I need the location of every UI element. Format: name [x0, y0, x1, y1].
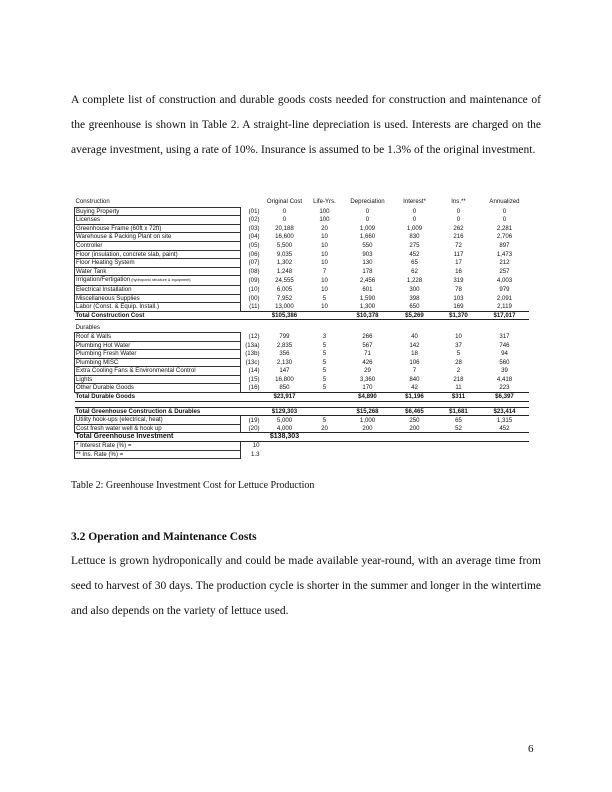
item-code: (09)	[248, 276, 260, 284]
item-name	[75, 350, 241, 359]
total-annualized: $6,397	[481, 393, 529, 402]
spacer	[481, 442, 529, 451]
interest: 40	[411, 332, 418, 340]
table-row	[75, 250, 529, 259]
life-years: 10	[321, 233, 328, 241]
depreciation: 1,009	[359, 224, 376, 232]
total-insurance	[437, 433, 481, 442]
depreciation: 178	[362, 267, 373, 275]
spacer	[241, 393, 263, 402]
annualized: 0	[502, 207, 507, 215]
spacer	[437, 442, 481, 451]
total-depreciation	[343, 433, 393, 442]
item-code: (10)	[248, 285, 260, 293]
rate-row	[75, 450, 529, 459]
depreciation: 1,590	[359, 294, 376, 302]
total-annualized: $23,414	[481, 407, 529, 416]
item-code: (06)	[248, 250, 260, 258]
table-row	[75, 350, 529, 359]
item-name	[75, 367, 241, 376]
item-code: (00)	[248, 294, 260, 302]
item-name	[75, 233, 241, 242]
table-row	[75, 285, 529, 294]
depreciation: 1,660	[359, 233, 376, 241]
item-name-text: Electrical Installation	[76, 285, 132, 293]
spacer	[263, 450, 307, 459]
item-name	[75, 341, 241, 350]
original-cost: 2,835	[276, 341, 293, 349]
original-cost: 20,188	[275, 224, 294, 232]
spacer	[481, 450, 529, 459]
item-name	[75, 424, 241, 433]
total-row	[75, 433, 529, 442]
item-name	[75, 285, 241, 294]
original-cost: 24,555	[275, 276, 294, 284]
rate-label: ** Ins. Rate (%) =	[75, 450, 241, 459]
interest: 200	[409, 424, 420, 432]
item-name	[75, 241, 241, 250]
original-cost: 1,248	[276, 267, 293, 275]
item-name-text: Floor Heating System	[76, 259, 135, 267]
depreciation: 130	[362, 259, 373, 267]
spacer	[343, 442, 393, 451]
header-original-cost: Original Cost	[266, 198, 303, 206]
item-code: (05)	[248, 241, 260, 249]
item-note: (hydroponic structure & equipment)	[130, 278, 191, 283]
item-name-text: Licenses	[76, 216, 101, 224]
table-caption: Table 2: Greenhouse Investment Cost for Lettuce Production	[71, 480, 315, 491]
spacer	[307, 393, 343, 402]
table-row	[75, 424, 529, 433]
item-name	[75, 303, 241, 312]
insurance: 2	[456, 367, 461, 375]
original-cost: 0	[282, 216, 287, 224]
total-cost: $138,303	[263, 433, 307, 442]
rate-value: 10	[252, 442, 260, 450]
total-annualized	[481, 433, 529, 442]
interest: 7	[412, 367, 417, 375]
annualized: 4,418	[496, 375, 513, 383]
item-name	[75, 358, 241, 367]
total-insurance: $311	[437, 393, 481, 402]
item-name-text: Floor (insulation, concrete slab, paint)	[76, 250, 178, 258]
item-name	[75, 259, 241, 268]
annualized: 0	[502, 216, 507, 224]
table-row	[75, 216, 529, 225]
total-depreciation: $10,378	[343, 311, 393, 320]
item-name-text: Other Durable Goods	[76, 384, 134, 392]
rate-row	[75, 442, 529, 451]
original-cost: 4,000	[276, 424, 293, 432]
investment-cost-table	[74, 198, 529, 459]
life-years: 20	[321, 424, 328, 432]
total-depreciation: $15,268	[343, 407, 393, 416]
annualized: 746	[499, 341, 510, 349]
insurance: 72	[455, 241, 462, 249]
total-label: Total Greenhouse Construction & Durables	[75, 407, 241, 416]
annualized: 897	[499, 241, 510, 249]
item-code: (19)	[248, 416, 260, 424]
total-label: Total Construction Cost	[75, 311, 241, 320]
total-depreciation: $4,890	[343, 393, 393, 402]
item-code: (04)	[248, 233, 260, 241]
item-name-text: Plumbing Hot Water	[76, 341, 131, 349]
interest: 106	[409, 358, 420, 366]
item-code: (08)	[248, 267, 260, 275]
life-years: 10	[321, 250, 328, 258]
depreciation: 170	[362, 384, 373, 392]
life-years: 5	[322, 341, 327, 349]
spacer	[241, 407, 263, 416]
header-insurance: Ins.**	[451, 198, 466, 206]
depreciation: 601	[362, 285, 373, 293]
total-annualized: $17,017	[481, 311, 529, 320]
interest: 18	[411, 350, 418, 358]
life-years: 10	[321, 276, 328, 284]
interest: 42	[411, 384, 418, 392]
item-name-text: Irrigation/Fertigation	[76, 276, 131, 284]
original-cost: 0	[282, 207, 287, 215]
interest: 830	[409, 233, 420, 241]
spacer	[393, 450, 437, 459]
section-heading: 3.2 Operation and Maintenance Costs	[71, 531, 257, 543]
life-years: 5	[322, 350, 327, 358]
operations-paragraph: Lettuce is grown hydroponically and could be made available year-round, with an average time from seed to harvest of 30 days. The production cycle is shorter in the summer and longer in the wintertime and also depends on the variety of lettuce used.	[71, 555, 541, 617]
spacer	[241, 198, 263, 207]
insurance: 117	[453, 250, 464, 258]
depreciation: 0	[365, 207, 370, 215]
life-years: 100	[319, 216, 330, 224]
insurance: 28	[455, 358, 462, 366]
insurance: 10	[455, 332, 462, 340]
life-years: 10	[321, 302, 328, 310]
item-name-text: Roof & Walls	[76, 332, 111, 340]
original-cost: 850	[279, 384, 290, 392]
header-depreciation: Depreciation	[350, 198, 385, 206]
insurance: 218	[453, 375, 464, 383]
total-row	[75, 311, 529, 320]
total-interest: $5,269	[393, 311, 437, 320]
insurance: 78	[455, 285, 462, 293]
depreciation: 2,456	[359, 276, 376, 284]
header-construction: Construction	[75, 198, 110, 205]
spacer	[307, 442, 343, 451]
durables-heading	[75, 320, 529, 333]
life-years: 5	[322, 367, 327, 375]
interest: 0	[412, 207, 417, 215]
depreciation: 200	[362, 424, 373, 432]
insurance: 5	[456, 350, 461, 358]
life-years: 5	[322, 375, 327, 383]
item-code: (16)	[248, 384, 260, 392]
table-row	[75, 332, 529, 341]
original-cost: 147	[279, 367, 290, 375]
insurance: 216	[453, 233, 464, 241]
depreciation: 1,000	[359, 416, 376, 424]
item-code: (02)	[248, 216, 260, 224]
table-row	[75, 207, 529, 216]
interest: 1,009	[406, 224, 423, 232]
total-label: Total Durable Goods	[75, 393, 241, 402]
insurance: 37	[455, 341, 462, 349]
life-years: 10	[321, 241, 328, 249]
item-name	[75, 384, 241, 393]
interest: 65	[411, 259, 418, 267]
table-row	[75, 267, 529, 276]
life-years: 7	[322, 267, 327, 275]
annualized: 1,473	[496, 250, 513, 258]
depreciation: 29	[364, 367, 371, 375]
insurance: 0	[456, 207, 461, 215]
item-name	[75, 375, 241, 384]
annualized: 2,281	[496, 224, 513, 232]
item-code: (14)	[248, 367, 260, 375]
depreciation: 903	[362, 250, 373, 258]
annualized: 39	[501, 367, 508, 375]
table-row	[75, 384, 529, 393]
life-years: 100	[319, 207, 330, 215]
item-name	[75, 267, 241, 276]
item-name	[75, 250, 241, 259]
item-code: (03)	[248, 224, 260, 232]
item-name	[75, 416, 241, 425]
spacer	[343, 450, 393, 459]
item-name-text: Controller	[76, 241, 103, 249]
original-cost: 799	[279, 332, 290, 340]
total-insurance: $1,681	[437, 407, 481, 416]
interest: 840	[409, 375, 420, 383]
annualized: 979	[499, 285, 510, 293]
spacer	[263, 442, 307, 451]
original-cost: 16,600	[275, 233, 294, 241]
original-cost: 16,800	[275, 375, 294, 383]
item-name-text: Plumbing Fresh Water	[76, 350, 137, 358]
spacer	[307, 407, 343, 416]
interest: 452	[409, 250, 420, 258]
table-row	[75, 241, 529, 250]
original-cost: 5,500	[276, 241, 293, 249]
insurance: 319	[453, 276, 464, 284]
rate-label: * Interest Rate (%) =	[75, 442, 241, 451]
original-cost: 356	[279, 350, 290, 358]
life-years: 10	[321, 285, 328, 293]
annualized: 212	[499, 259, 510, 267]
table-row	[75, 233, 529, 242]
item-name-text: Labor (Const. & Equip. Install.)	[76, 303, 159, 311]
page-number: 6	[528, 743, 534, 755]
depreciation: 3,360	[359, 375, 376, 383]
life-years: 5	[322, 416, 327, 424]
rate-value: 1.3	[251, 450, 260, 458]
interest: 300	[409, 285, 420, 293]
original-cost: 7,952	[276, 294, 293, 302]
depreciation: 1,300	[359, 302, 376, 310]
interest: 275	[409, 241, 420, 249]
item-name-text: Plumbing MISC	[76, 358, 119, 366]
insurance: 11	[455, 384, 462, 392]
table-row	[75, 367, 529, 376]
total-row	[75, 407, 529, 416]
insurance: 103	[453, 294, 464, 302]
depreciation: 0	[365, 216, 370, 224]
table-row	[75, 294, 529, 303]
interest: 1,228	[406, 276, 423, 284]
life-years: 3	[322, 332, 327, 340]
item-name	[75, 332, 241, 341]
item-name-text: Warehouse & Packing Plant on site	[76, 233, 172, 241]
item-name	[75, 224, 241, 233]
original-cost: 2,130	[276, 358, 293, 366]
annualized: 452	[499, 424, 510, 432]
table-row	[75, 416, 529, 425]
item-name-text: Utility hook-ups (electrical, heat)	[76, 416, 163, 424]
interest: 62	[411, 267, 418, 275]
header-life: Life-Yrs.	[313, 198, 336, 206]
depreciation: 266	[362, 332, 373, 340]
item-name	[75, 216, 241, 225]
table-row	[75, 375, 529, 384]
item-name	[75, 294, 241, 303]
item-name-text: Extra Cooling Fans & Environmental Control	[76, 367, 196, 375]
insurance: 17	[455, 259, 462, 267]
item-code: (11)	[249, 302, 260, 310]
table-row	[75, 224, 529, 233]
original-cost: 9,035	[276, 250, 293, 258]
total-cost: $105,386	[263, 311, 307, 320]
item-code: (12)	[248, 332, 260, 340]
item-name-text: Lights	[76, 375, 93, 383]
spacer	[393, 442, 437, 451]
insurance: 0	[456, 216, 461, 224]
insurance: 65	[455, 416, 462, 424]
spacer	[307, 311, 343, 320]
original-cost: 1,302	[276, 259, 293, 267]
annualized: 317	[499, 332, 510, 340]
annualized: 560	[499, 358, 510, 366]
interest: 398	[409, 294, 420, 302]
depreciation: 71	[364, 350, 371, 358]
interest: 142	[409, 341, 420, 349]
total-interest: $6,465	[393, 407, 437, 416]
item-code: (20)	[248, 424, 260, 432]
total-cost: $129,303	[263, 407, 307, 416]
insurance: 169	[453, 302, 464, 310]
life-years: 20	[321, 224, 328, 232]
annualized: 223	[499, 384, 510, 392]
item-code: (13a)	[245, 341, 260, 349]
header-interest: Interest*	[403, 198, 426, 206]
item-code: (01)	[248, 207, 260, 215]
intro-paragraph: A complete list of construction and durable goods costs needed for construction and maintenance of the greenhouse is shown in Table 2. A straight-line depreciation is used. Interests are charged on the average investment, using a rate of 10%. Insurance is assumed to be 1.3% of the original investment.	[71, 94, 541, 156]
annualized: 94	[501, 350, 508, 358]
total-interest: $1,196	[393, 393, 437, 402]
item-name-text: Miscellaneous Supplies	[76, 294, 140, 302]
total-insurance: $1,370	[437, 311, 481, 320]
life-years: 5	[322, 384, 327, 392]
item-code: (13c)	[245, 358, 260, 366]
interest: 0	[412, 216, 417, 224]
annualized: 2,091	[496, 294, 513, 302]
durables-label: Durables	[75, 324, 100, 332]
spacer	[437, 450, 481, 459]
item-name-text: Buying Property	[76, 207, 120, 215]
header-annualized: Annualized	[489, 198, 520, 206]
table-row	[75, 358, 529, 367]
item-code: (07)	[248, 259, 260, 267]
spacer	[307, 450, 343, 459]
table-header	[75, 198, 529, 207]
original-cost: 6,005	[276, 285, 293, 293]
depreciation: 567	[362, 341, 373, 349]
item-name-text: Cost fresh water well & hook up	[76, 424, 162, 432]
total-row	[75, 393, 529, 402]
life-years: 5	[322, 294, 327, 302]
insurance: 16	[455, 267, 462, 275]
depreciation: 426	[362, 358, 373, 366]
original-cost: 5,000	[276, 416, 293, 424]
insurance: 52	[455, 424, 462, 432]
depreciation: 550	[362, 241, 373, 249]
table-row	[75, 341, 529, 350]
total-interest	[393, 433, 437, 442]
annualized: 257	[499, 267, 510, 275]
interest: 650	[409, 302, 420, 310]
table-row	[75, 303, 529, 312]
life-years: 5	[322, 358, 327, 366]
spacer	[241, 311, 263, 320]
insurance: 262	[453, 224, 464, 232]
life-years: 10	[321, 259, 328, 267]
annualized: 2,706	[496, 233, 513, 241]
annualized: 4,003	[496, 276, 513, 284]
item-code: (15)	[248, 375, 260, 383]
item-name	[75, 276, 241, 286]
annualized: 2,119	[497, 302, 512, 310]
annualized: 1,315	[496, 416, 513, 424]
table-row	[75, 259, 529, 268]
original-cost: 13,000	[275, 302, 294, 310]
item-name-text: Water Tank	[76, 267, 107, 275]
total-cost: $23,917	[263, 393, 307, 402]
item-name	[75, 207, 241, 216]
table-row	[75, 276, 529, 286]
total-label: Total Greenhouse Investment	[75, 433, 241, 442]
spacer	[241, 433, 263, 442]
interest: 250	[409, 416, 420, 424]
spacer	[307, 433, 343, 442]
item-code: (13b)	[245, 350, 260, 358]
item-name-text: Greenhouse Frame (60ft x 72ft)	[76, 224, 162, 232]
